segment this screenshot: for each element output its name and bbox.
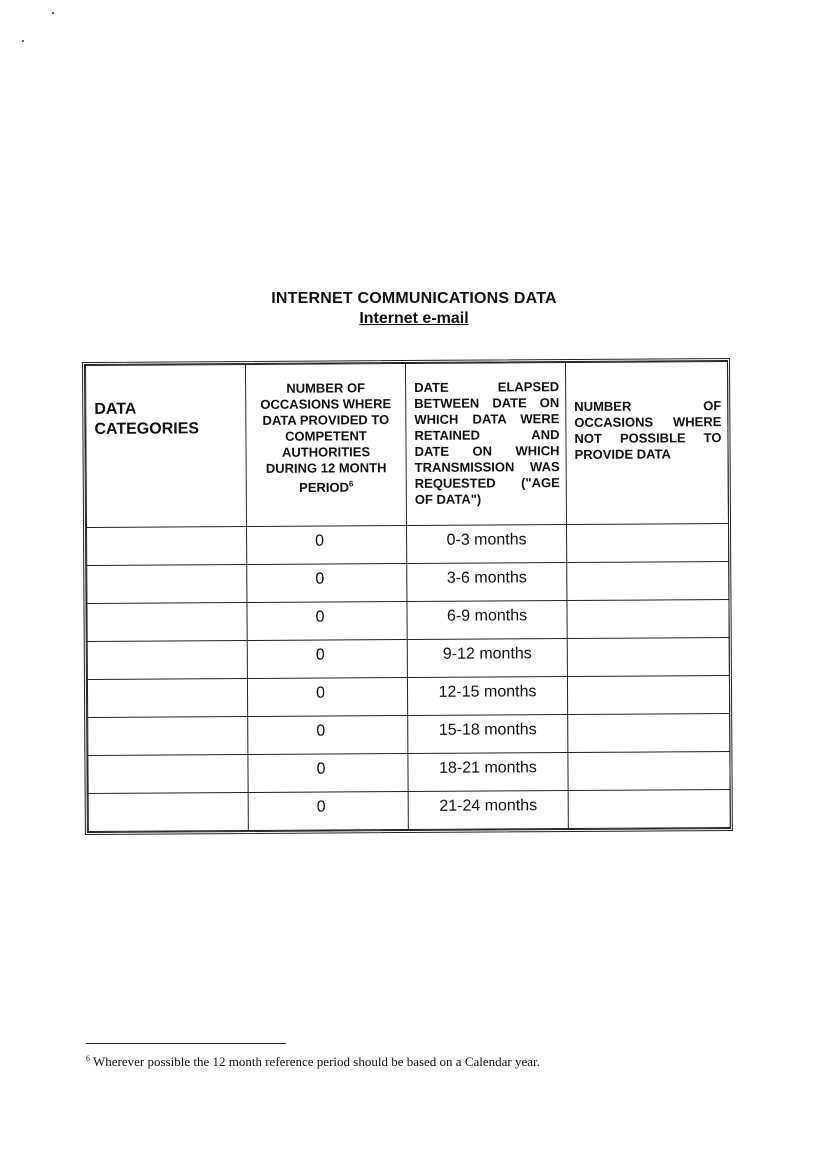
footnote [86, 1054, 786, 1070]
cell-category [88, 792, 248, 831]
header-age-of-data: DATE ELAPSED BETWEEN DATE ON WHICH DATA WERE RETAINED AND DATE ON WHICH TRANSMISSION WAS REQUESTED ("AGE OF DATA") [406, 363, 567, 526]
data-table-frame [82, 358, 733, 835]
cell-occasions: 0 [248, 716, 408, 755]
header-not-possible: NUMBER OF OCCASIONS WHERE NOT POSSIBLE TO PROVIDE DATA [566, 362, 729, 525]
header-data-categories: DATA CATEGORIES [86, 365, 247, 528]
cell-not-possible [567, 600, 729, 639]
footnote-marker: 6 [86, 1054, 90, 1063]
footnote-text: Wherever possible the 12 month reference period should be based on a Calendar year. [93, 1054, 540, 1069]
cell-not-possible [567, 638, 729, 677]
cell-occasions: 0 [247, 564, 407, 603]
footnote-divider [86, 1043, 286, 1044]
cell-category [87, 640, 247, 679]
cell-age: 6-9 months [407, 601, 567, 640]
data-table [85, 361, 731, 832]
cell-category [87, 678, 247, 717]
cell-category [87, 526, 247, 565]
table-row [87, 524, 729, 566]
cell-category [88, 716, 248, 755]
page-title: INTERNET COMMUNICATIONS DATA [271, 290, 557, 307]
cell-not-possible [567, 524, 729, 563]
cell-category [87, 564, 247, 603]
table-row [87, 562, 729, 604]
header-occasions: NUMBER OF OCCASIONS WHERE DATA PROVIDED TO COMPETENT AUTHORITIES DURING 12 MONTH PERIOD$^6$ [246, 364, 407, 527]
cell-age: 21-24 months [408, 791, 568, 830]
cell-occasions: 0 [247, 640, 407, 679]
cell-category [88, 754, 248, 793]
cell-age: 18-21 months [408, 753, 568, 792]
cell-age: 12-15 months [407, 677, 567, 716]
cell-occasions: 0 [247, 526, 407, 565]
scan-speck [22, 40, 24, 42]
cell-not-possible [568, 752, 730, 791]
scan-speck [52, 12, 54, 14]
table-row [87, 676, 729, 718]
cell-age: 15-18 months [408, 715, 568, 754]
cell-category [87, 602, 247, 641]
cell-age: 9-12 months [407, 639, 567, 678]
table-row [87, 638, 729, 680]
cell-occasions: 0 [248, 754, 408, 793]
table-header-row [86, 362, 729, 528]
page-subtitle: Internet e-mail [359, 310, 469, 327]
cell-occasions: 0 [247, 602, 407, 641]
cell-not-possible [568, 714, 730, 753]
cell-not-possible [567, 676, 729, 715]
heading-block [0, 290, 828, 328]
footnote-ref: 6 [348, 479, 354, 489]
cell-not-possible [568, 790, 730, 829]
table-row [88, 714, 730, 756]
cell-age: 3-6 months [407, 563, 567, 602]
table-row [87, 600, 729, 642]
table-row [88, 790, 730, 832]
cell-occasions: 0 [247, 678, 407, 717]
cell-not-possible [567, 562, 729, 601]
cell-age: 0-3 months [407, 525, 567, 564]
table-row [88, 752, 730, 794]
cell-occasions: 0 [248, 792, 408, 831]
